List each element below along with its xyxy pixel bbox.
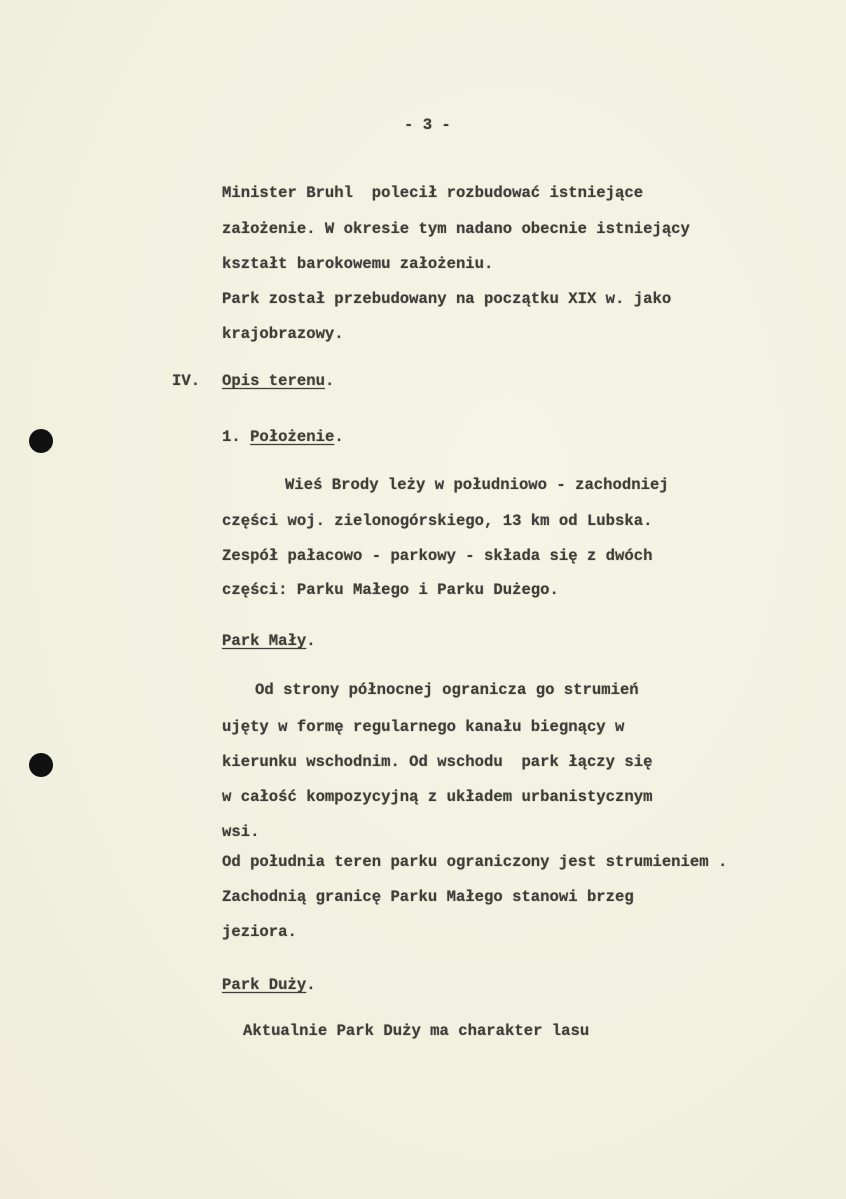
subsection-number: 1. <box>222 428 241 446</box>
text-line: Zachodnią granicę Parku Małego stanowi brzeg <box>222 888 634 906</box>
text-line: ujęty w formę regularnego kanału biegnący w <box>222 718 625 736</box>
text-line: Zespół pałacowo - parkowy - składa się z dwóch <box>222 547 653 565</box>
text-line: części woj. zielonogórskiego, 13 km od Lubska. <box>222 512 653 530</box>
section-heading: Opis terenu. <box>222 372 335 390</box>
section-title: Opis terenu <box>222 372 325 390</box>
text-line: wsi. <box>222 823 260 841</box>
punch-hole <box>29 753 53 777</box>
section-number: IV. <box>172 372 201 390</box>
park-duzy-heading: Park Duży. <box>222 976 316 994</box>
subsection-title: Położenie <box>250 428 335 446</box>
subsection-heading: 1. Położenie. <box>222 428 344 446</box>
text-line: Od południa teren parku ograniczony jest strumieniem . <box>222 853 728 871</box>
text-line: kształt barokowemu założeniu. <box>222 255 494 273</box>
text-line: w całość kompozycyjną z układem urbanistycznym <box>222 788 653 806</box>
text-line: Od strony północnej ogranicza go strumień <box>255 681 639 699</box>
text-line: krajobrazowy. <box>222 325 344 343</box>
text-line: Park został przebudowany na początku XIX w. jako <box>222 290 672 308</box>
text-line: kierunku wschodnim. Od wschodu park łączy się <box>222 753 653 771</box>
text-line: założenie. W okresie tym nadano obecnie istniejący <box>222 220 690 238</box>
text-line: jeziora. <box>222 923 297 941</box>
park-maly-heading: Park Mały. <box>222 632 316 650</box>
text-line: części: Parku Małego i Parku Dużego. <box>222 581 559 599</box>
page-number: - 3 - <box>404 116 451 134</box>
text-line: Wieś Brody leży w południowo - zachodniej <box>285 476 669 494</box>
punch-hole <box>29 429 53 453</box>
text-line: Minister Bruhl polecił rozbudować istniejące <box>222 184 644 202</box>
text-line: Aktualnie Park Duży ma charakter lasu <box>243 1022 590 1040</box>
